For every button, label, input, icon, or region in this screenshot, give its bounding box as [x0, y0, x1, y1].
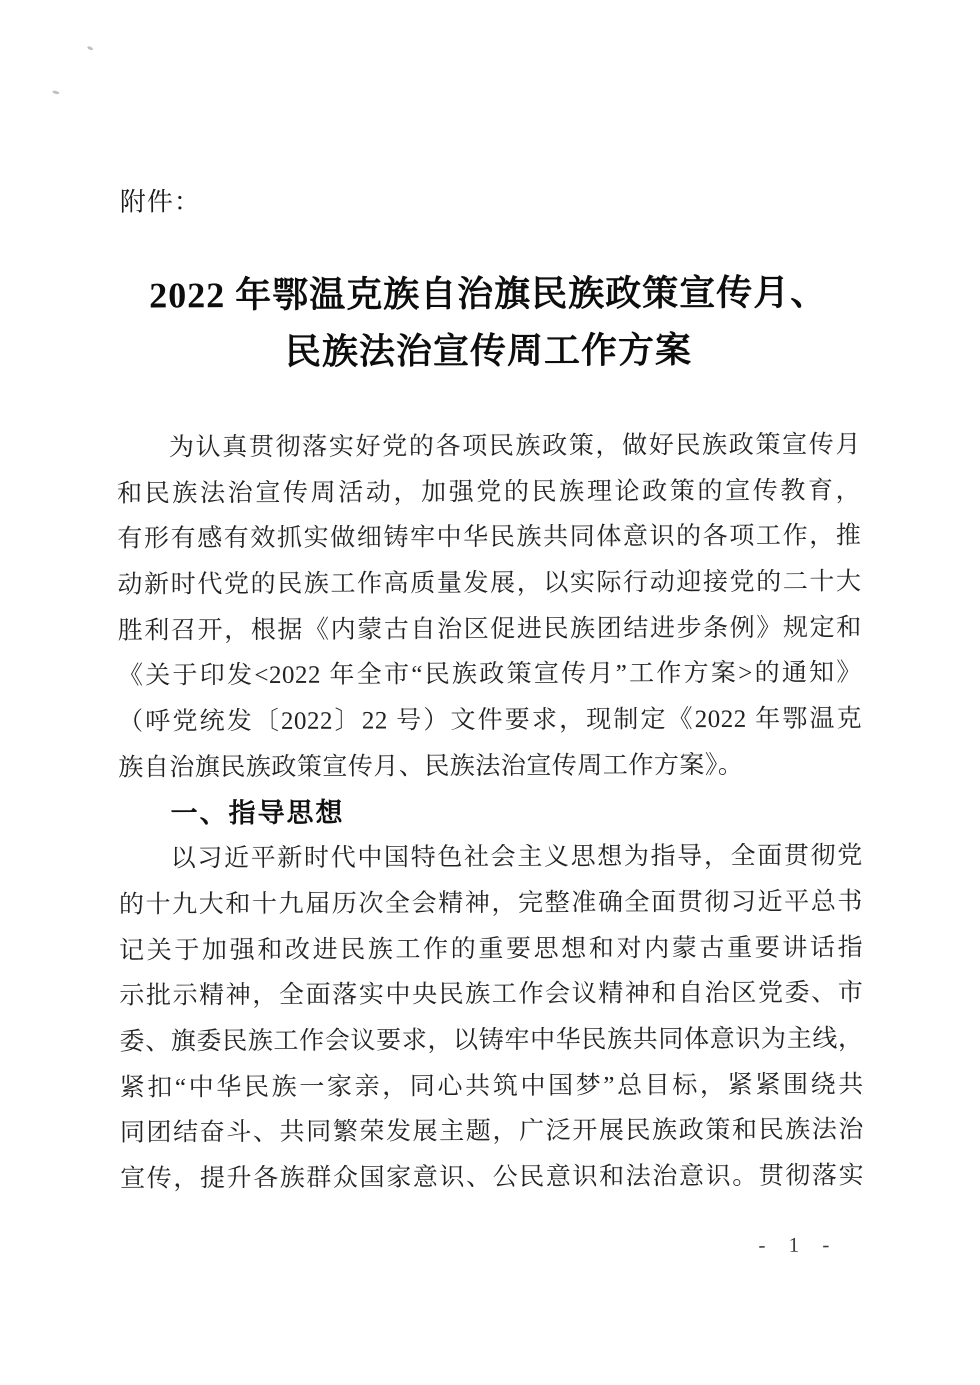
body-line: 族自治旗民族政策宣传月、民族法治宣传周工作方案》。 — [118, 751, 744, 782]
body-line: 和民族法治宣传周活动，加强党的民族理论政策的宣传教育， — [117, 477, 862, 508]
attachment-label: 附件： — [119, 187, 201, 217]
paragraph — [117, 422, 863, 791]
body-line: 为认真贯彻落实好党的各项民族政策，做好民族政策宣传月 — [168, 431, 861, 462]
body-line: 记关于加强和改进民族工作的重要思想和对内蒙古重要讲话指 — [119, 933, 864, 965]
body-line: 宣传，提升各族群众国家意识、公民意识和法治意识。贯彻落实 — [120, 1162, 865, 1193]
heading-text: 一、指导思想 — [170, 797, 345, 828]
body-line: 的十九大和十九届历次全会精神，完整准确全面贯彻习近平总书 — [118, 888, 863, 919]
body-line: 有形有感有效抓实做细铸牢中华民族共同体意识的各项工作，推 — [117, 522, 862, 553]
scan-speck — [52, 90, 60, 95]
body-line: 紧扣“中华民族一家亲，同心共筑中国梦”总目标，紧紧围绕共 — [119, 1070, 864, 1102]
body-line: 以习近平新时代中国特色社会主义思想为指导，全面贯彻党 — [170, 842, 863, 873]
document-title — [0, 264, 979, 382]
document-title-line-2: 民族法治宣传周工作方案 — [284, 330, 693, 372]
body-line: 同团结奋斗、共同繁荣发展主题，广泛开展民族政策和民族法治 — [119, 1116, 864, 1147]
paragraph — [119, 834, 865, 1203]
scan-speck — [87, 46, 94, 51]
body-line: 胜利召开，根据《内蒙古自治区促进民族团结进步条例》规定和 — [117, 614, 862, 645]
body-line: （呼党统发〔2022〕22 号）文件要求，现制定《2022 年鄂温克 — [118, 705, 863, 736]
document-body — [117, 422, 864, 1202]
body-line: 《关于印发<2022 年全市“民族政策宣传月”工作方案>的通知》 — [117, 659, 862, 691]
body-line: 委、旗委民族工作会议要求，以铸牢中华民族共同体意识为主线， — [119, 1025, 864, 1056]
body-line: 示批示精神，全面落实中央民族工作会议精神和自治区党委、市 — [119, 979, 864, 1010]
body-line: 动新时代党的民族工作高质量发展，以实际行动迎接党的二十大 — [117, 568, 862, 599]
page-number: - 1 - — [758, 1232, 839, 1257]
section-heading — [118, 788, 862, 837]
document-title-line-1: 2022 年鄂温克族自治旗民族政策宣传月、 — [149, 272, 828, 316]
